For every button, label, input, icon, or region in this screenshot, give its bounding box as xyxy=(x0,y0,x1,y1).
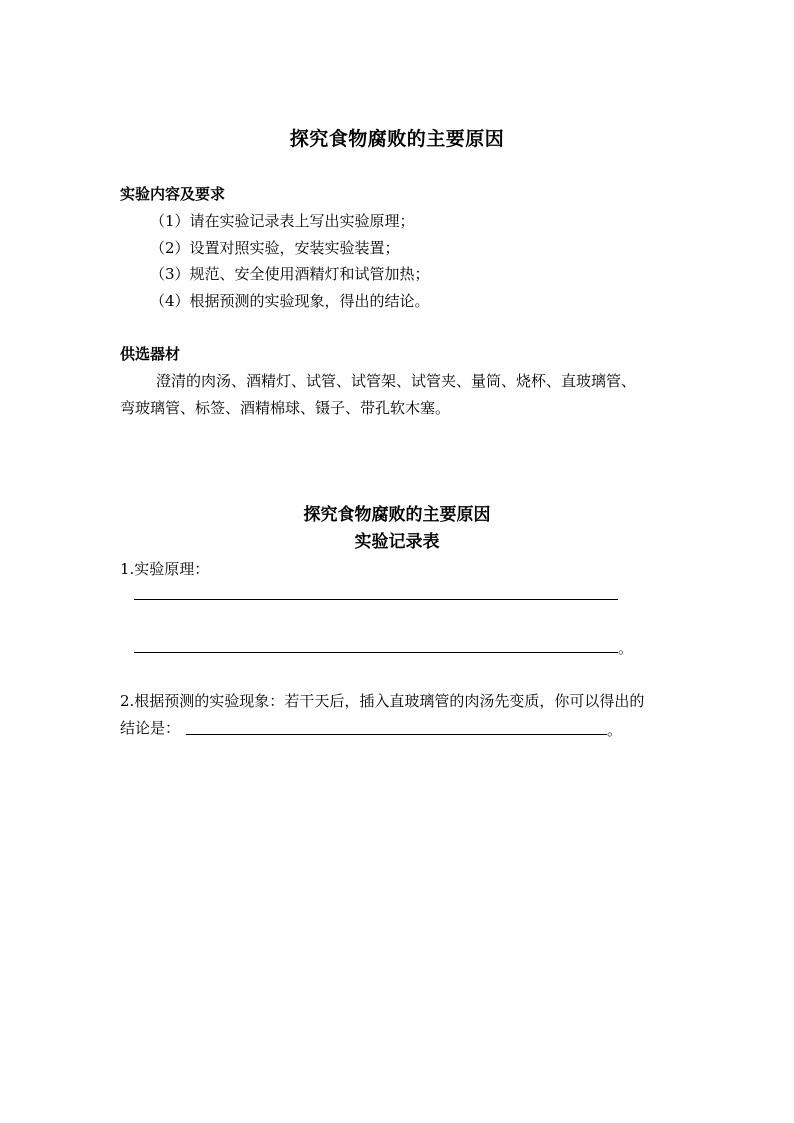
question-2-text: 2.根据预测的实验现象：若干天后，插入直玻璃管的肉汤先变质，你可以得出的 xyxy=(120,692,645,710)
conclusion-answer-line[interactable] xyxy=(186,734,607,735)
requirement-item-2: （2）设置对照实验，安装实验装置； xyxy=(150,239,400,257)
requirement-item-3: （3）规范、安全使用酒精灯和试管加热； xyxy=(150,265,430,283)
page-title: 探究食物腐败的主要原因 xyxy=(289,128,505,150)
requirements-heading: 实验内容及要求 xyxy=(120,185,226,203)
record-sheet-title: 探究食物腐败的主要原因 xyxy=(303,505,491,525)
record-sheet-subtitle: 实验记录表 xyxy=(354,532,440,552)
question-2-conclusion-prefix: 结论是： xyxy=(120,719,181,737)
materials-heading: 供选器材 xyxy=(120,345,181,363)
materials-line-2: 弯玻璃管、标签、酒精棉球、镊子、带孔软木塞。 xyxy=(120,399,451,417)
question-1-label: 1.实验原理： xyxy=(120,560,210,578)
conclusion-period: 。 xyxy=(607,721,623,739)
answer-line-2-period: 。 xyxy=(618,639,634,657)
requirement-item-1: （1）请在实验记录表上写出实验原理； xyxy=(150,212,415,230)
answer-line-2[interactable] xyxy=(134,652,618,653)
materials-line-1: 澄清的肉汤、酒精灯、试管、试管架、试管夹、量筒、烧杯、直玻璃管、 xyxy=(156,372,637,390)
answer-line-1[interactable] xyxy=(134,599,618,600)
requirement-item-4: （4）根据预测的实验现象，得出的结论。 xyxy=(150,292,430,310)
